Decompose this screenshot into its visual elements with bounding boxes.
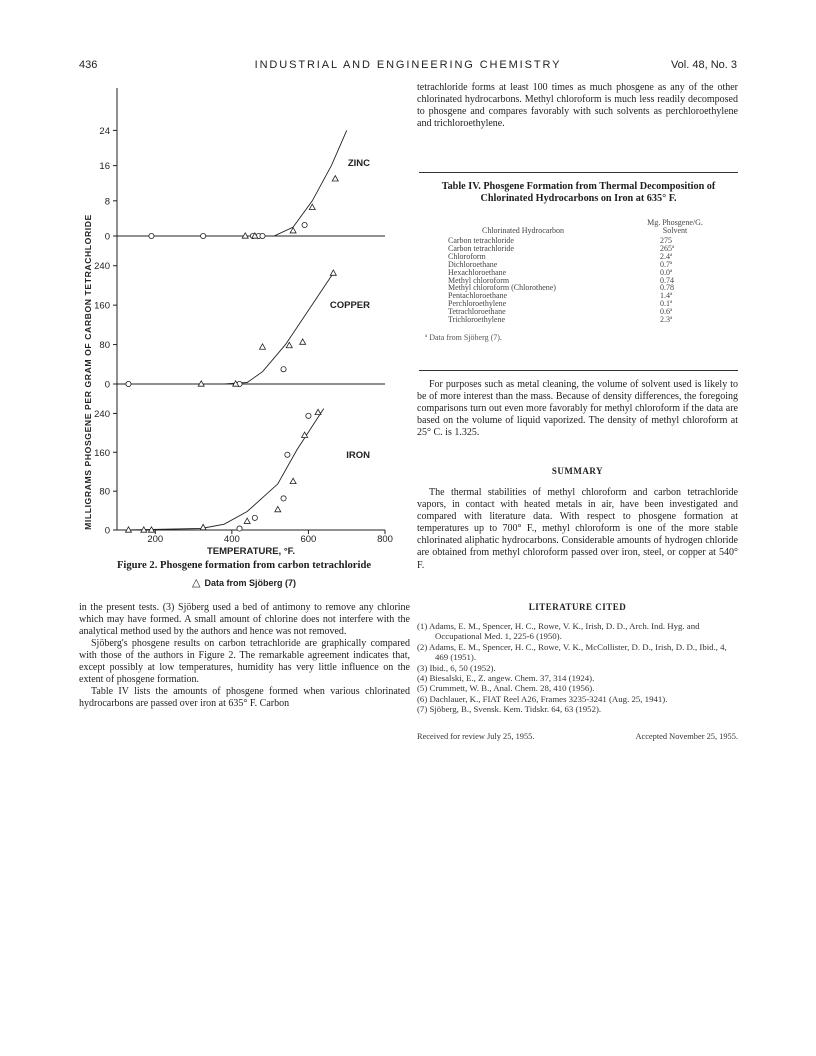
y-tick-label: 0 <box>104 231 110 243</box>
panel-label-iron: IRON <box>346 450 370 461</box>
table-body <box>448 237 710 323</box>
table-cell-value: 265ª <box>660 244 675 254</box>
data-point-circle <box>302 222 307 227</box>
data-point-triangle <box>332 176 338 181</box>
y-axis-title: MILLIGRAMS PHOSGENE PER GRAM OF CARBON TETRACHLORIDE <box>83 214 93 530</box>
reference-list <box>417 621 738 715</box>
figure-note-text: Data from Sjöberg (7) <box>204 578 296 588</box>
table-footnote: ª Data from Sjöberg (7). <box>425 333 502 342</box>
x-tick-label: 600 <box>300 534 317 545</box>
table-cell-compound: Carbon tetrachloride <box>448 236 514 246</box>
table-header <box>448 219 710 235</box>
data-point-circle <box>260 233 265 238</box>
fit-curve <box>152 130 347 236</box>
data-point-circle <box>252 515 257 520</box>
reference-item: (5) Crummett, W. B., Anal. Chem. 28, 410 (1956). <box>417 683 595 694</box>
reference-item: (3) Ibid., 6, 50 (1952). <box>417 662 496 673</box>
phosgene-chart <box>78 82 410 558</box>
data-point-triangle <box>275 506 281 511</box>
table-cell-compound: Methyl chloroform (Chlorothene) <box>448 283 556 293</box>
literature-heading: LITERATURE CITED <box>528 602 627 612</box>
table-cell-value: 0.0ª <box>660 267 673 277</box>
table-iv <box>448 219 710 324</box>
panel-label-copper: COPPER <box>329 300 370 311</box>
y-tick-label: 0 <box>104 379 110 391</box>
table-cell-compound: Trichloroethylene <box>448 314 506 324</box>
reference-item: (4) Biesalski, E., Z. angew. Chem. 37, 314 (1924). <box>417 673 595 684</box>
data-point-triangle <box>200 524 206 529</box>
data-point-triangle <box>315 409 321 414</box>
table-title: Table IV. Phosgene Formation from Thermal Decomposition of Chlorinated Hydrocarbons on Iron at 635° F. <box>441 181 716 204</box>
reference-item: (6) Dachlauer, K., FIAT Reel A26, Frames 3235-3241 (Aug. 25, 1941). <box>417 693 668 704</box>
right-para-metal: For purposes such as metal cleaning, the volume of solvent used is likely to be of more interest than the mass. Because of density differences, the foregoing comparisons turn out even more favorably for methyl chloroform if the data are based on the volume of liquid vaporized. The density of methyl chloroform at 25° C. is 1.325. <box>417 379 738 439</box>
fit-curve <box>129 273 334 384</box>
x-tick-label: 200 <box>147 534 164 545</box>
received-date: Received for review July 25, 1955. <box>417 732 535 741</box>
x-tick-label: 800 <box>377 534 393 545</box>
y-tick-label: 240 <box>94 408 110 420</box>
y-tick-label: 8 <box>104 196 110 208</box>
page-number: 436 <box>79 59 98 71</box>
data-point-triangle <box>309 204 315 209</box>
data-point-circle <box>281 367 286 372</box>
figure-caption: Figure 2. Phosgene formation from carbon tetrachloride <box>116 560 372 571</box>
y-tick-label: 80 <box>99 340 110 352</box>
x-axis-title: TEMPERATURE, °F. <box>206 546 296 557</box>
table-cell-value: 2.3ª <box>660 314 673 324</box>
table-cell-value: 0.6ª <box>660 307 673 316</box>
y-tick-label: 160 <box>94 300 110 312</box>
data-point-circle <box>281 496 286 501</box>
reference-item: (1) Adams, E. M., Spencer, H. C., Rowe, V. K., Irish, D. D., Arch. Ind. Hyg. and Occupational Med. 1, 225-6 (1950). <box>417 621 700 642</box>
data-point-circle <box>126 381 131 386</box>
table-cell-value: 0.78 <box>660 283 674 293</box>
panel-label-zinc: ZINC <box>347 158 370 169</box>
y-tick-label: 160 <box>94 447 110 459</box>
table-cell-value: 275 <box>660 236 672 246</box>
data-point-circle <box>201 233 206 238</box>
data-point-circle <box>285 452 290 457</box>
table-cell-value: 0.1ª <box>660 299 673 309</box>
data-point-triangle <box>300 339 306 344</box>
reference-item: (7) Sjöberg, B., Svensk. Kem. Tidskr. 64, 63 (1952). <box>417 704 602 715</box>
left-para-1: in the present tests. (3) Sjöberg used a bed of antimony to remove any chlorine which may have formed. A small amount of chlorine does not interfere with the analytical method used by the authors and hence was not removed. <box>79 602 410 638</box>
volume-issue: Vol. 48, No. 3 <box>670 59 737 71</box>
chart-svg <box>78 82 410 558</box>
table-col1-header: Chlorinated Hydrocarbon <box>482 226 564 235</box>
table-cell-compound: Carbon tetrachloride <box>448 244 514 254</box>
left-para-2: Sjöberg's phosgene results on carbon tetrachloride are graphically compared with those of the authors in Figure 2. The remarkable agreement indicates that, except possibly at low temperatures, humidity has very little influence on the extent of phosgene formation. <box>79 638 410 686</box>
table-cell-compound: Pentachloroethane <box>448 291 508 301</box>
table-bottom-rule <box>419 370 738 371</box>
data-point-triangle <box>286 342 292 347</box>
table-row <box>448 316 710 324</box>
y-tick-label: 80 <box>99 486 110 498</box>
fit-curve <box>125 409 324 530</box>
table-cell-compound: Dichloroethane <box>448 259 498 269</box>
right-intro-para: tetrachloride forms at least 100 times as much phosgene as any of the other chlorinated hydrocarbons. Methyl chloroform is much less readily decomposed to phosgene and compares favorably with such solvents as perchloroethylene and trichloroethylene. <box>417 82 738 130</box>
journal-title: INDUSTRIAL AND ENGINEERING CHEMISTRY <box>254 59 562 71</box>
table-cell-value: 2.4ª <box>660 252 673 262</box>
summary-para: The thermal stabilities of methyl chloroform and carbon tetrachloride vapors, in contact with heated metals in air, have been investigated and compared with literature data. With respect to phosgene formation at temperatures up to 700° F., methyl chloroform is one of the more stable chlorinated aliphatic hydrocarbons. Considerable amounts of hydrogen chloride are obtained from methyl chloroform passed over iron, steel, or copper at 540° F. <box>417 487 738 571</box>
data-point-triangle <box>290 478 296 483</box>
table-cell-value: 1.4ª <box>660 291 673 301</box>
table-cell-compound: Methyl chloroform <box>448 275 510 285</box>
table-col2-header: Mg. Phosgene/G. Solvent <box>647 218 703 236</box>
y-tick-label: 16 <box>99 161 110 173</box>
reference-item: (2) Adams, E. M., Spencer, H. C., Rowe, V. K., McCollister, D. D., Irish, D. D., Ibid., 4, 469 (1951). <box>417 641 727 663</box>
data-point-triangle <box>259 344 265 349</box>
x-tick-label: 400 <box>223 534 240 545</box>
data-point-triangle <box>330 270 336 275</box>
table-cell-compound: Perchloroethylene <box>448 299 507 309</box>
data-point-triangle <box>244 518 250 523</box>
accepted-date: Accepted November 25, 1955. <box>635 732 738 741</box>
left-para-3: Table IV lists the amounts of phosgene formed when various chlorinated hydrocarbons are passed over iron at 635° F. Carbon <box>79 686 410 710</box>
data-point-circle <box>237 526 242 531</box>
triangle-marker-icon: △ <box>192 577 201 589</box>
data-point-circle <box>306 413 311 418</box>
table-cell-compound: Tetrachloroethane <box>448 307 506 316</box>
table-cell-value: 0.74 <box>660 275 674 285</box>
y-tick-label: 240 <box>94 261 110 273</box>
table-cell-compound: Chloroform <box>448 252 486 262</box>
table-cell-value: 0.7ª <box>660 259 673 269</box>
table-cell-compound: Hexachloroethane <box>448 267 507 277</box>
received-line <box>417 732 738 741</box>
figure-note <box>78 576 410 589</box>
y-tick-label: 0 <box>104 525 110 537</box>
y-tick-label: 24 <box>99 125 110 137</box>
data-point-circle <box>149 233 154 238</box>
table-top-rule <box>419 172 738 173</box>
summary-heading: SUMMARY <box>551 466 604 476</box>
